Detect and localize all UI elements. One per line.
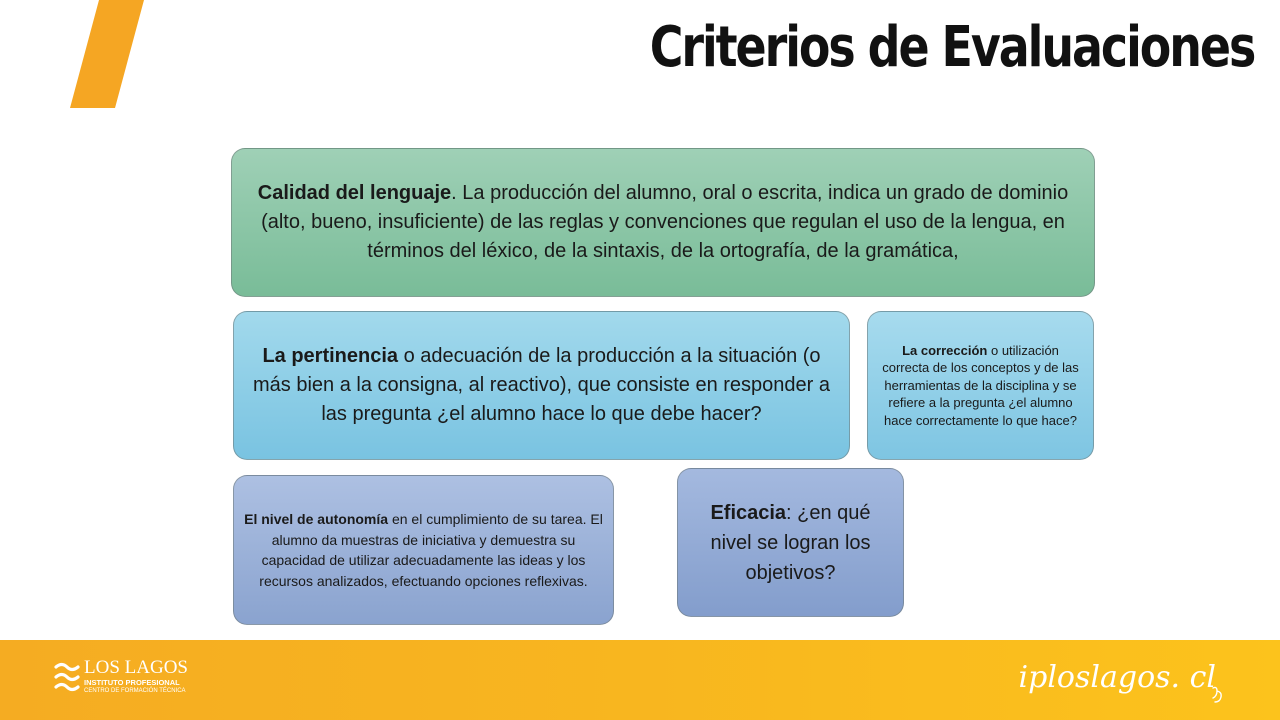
waves-logo-icon	[54, 661, 80, 695]
logo-subtitle-instituto: INSTITUTO PROFESIONAL	[84, 678, 180, 687]
los-lagos-logo	[54, 658, 194, 704]
criterion-correccion-box	[867, 311, 1094, 460]
criterion-pertinencia-box	[233, 311, 850, 460]
criterion-calidad-term: Calidad del lenguaje	[257, 182, 452, 204]
criterion-pertinencia-term: La pertinencia	[262, 345, 399, 367]
criterion-autonomia-box	[233, 475, 614, 625]
logo-name: LOS LAGOS	[84, 657, 188, 678]
criterion-correccion-text: o utilización correcta de los conceptos y de las herramientas de la disciplina y se refiere a la pregunta ¿el alumno hace correctamente lo que hace?	[882, 342, 1079, 428]
seal-glyph-icon	[1210, 686, 1224, 704]
criterion-autonomia-text: en el cumplimiento de su tarea. El alumno da muestras de iniciativa y demuestra su capacidad de utilizar adecuadamente las ideas y los recursos analizados, efectuando opciones reflexivas.	[259, 511, 603, 589]
criterion-eficacia-text: : ¿en qué nivel se logran los objetivos?	[710, 501, 871, 584]
criterion-calidad-box	[231, 148, 1095, 297]
criterion-autonomia-term: El nivel de autonomía	[244, 511, 389, 527]
slide-title: Criterios de Evaluaciones	[649, 15, 1254, 80]
footer-band	[0, 640, 1280, 720]
criterion-eficacia-box	[677, 468, 904, 617]
orange-slash-accent	[70, 0, 144, 108]
website-url: iploslagos. cl	[1018, 660, 1216, 695]
logo-subtitle-cft: CENTRO DE FORMACIÓN TÉCNICA	[84, 688, 186, 694]
criterion-calidad-text: . La producción del alumno, oral o escrita, indica un grado de dominio (alto, bueno, insuficiente) de las reglas y convenciones que regulan el uso de la lengua, en términos del léxico, de la sintaxis, de la ortografía, de la gramática,	[261, 182, 1069, 262]
criterion-correccion-term: La corrección	[902, 342, 988, 358]
criterion-eficacia-term: Eficacia	[710, 501, 787, 524]
criterion-pertinencia-text: o adecuación de la producción a la situación (o más bien a la consigna, al reactivo), que consiste en responder a las pregunta ¿el alumno hace lo que debe hacer?	[252, 345, 830, 425]
